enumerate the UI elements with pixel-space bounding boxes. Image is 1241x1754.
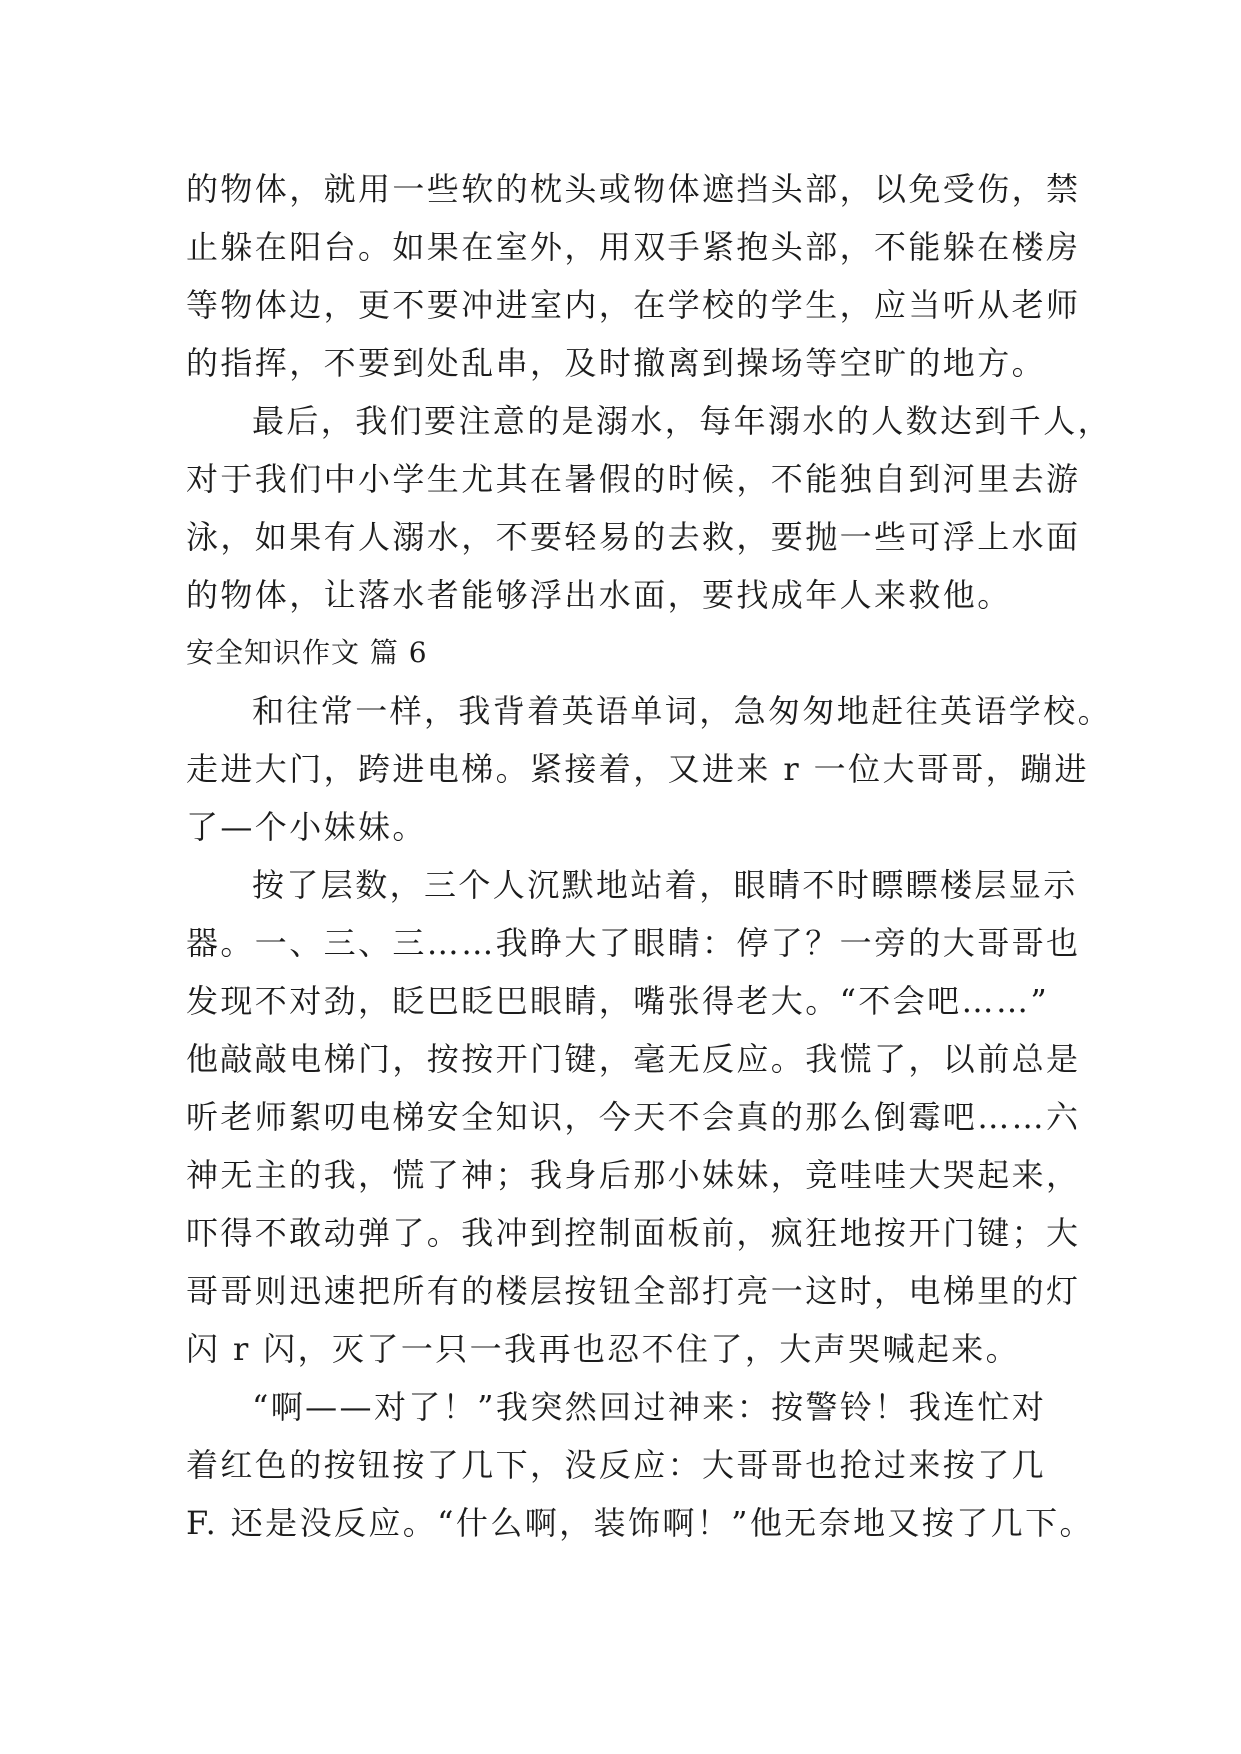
text-line: 吓得不敢动弹了。我冲到控制面板前，疯狂地按开门键；大 — [186, 1214, 1081, 1252]
text-line: 发现不对劲，眨巴眨巴眼睛，嘴张得老大。“不会吧……” — [186, 982, 1050, 1020]
text-line: 等物体边，更不要冲进室内，在学校的学生，应当听从老师 — [186, 286, 1081, 324]
paragraph-start-line: 和往常一样，我背着英语单词，急匆匆地赶往英语学校。 — [252, 692, 1113, 730]
text-line: 止躲在阳台。如果在室外，用双手紧抱头部，不能躲在楼房 — [186, 228, 1081, 266]
text-line: 着红色的按钮按了几下，没反应：大哥哥也抢过来按了几 — [186, 1446, 1047, 1484]
body-text — [186, 160, 1113, 1552]
text-line: 他敲敲电梯门，按按开门键，毫无反应。我慌了，以前总是 — [186, 1040, 1081, 1078]
text-line: 的物体，让落水者能够浮出水面，要找成年人来救他。 — [186, 576, 1012, 614]
paragraph-start-line: “啊——对了！”我突然回过神来：按警铃！我连忙对 — [252, 1388, 1047, 1426]
section-heading: 安全知识作文 篇 6 — [186, 636, 428, 669]
text-line: 神无主的我，慌了神；我身后那小妹妹，竞哇哇大哭起来， — [186, 1156, 1081, 1194]
text-line: 听老师絮叨电梯安全知识，今天不会真的那么倒霉吧……六 — [186, 1098, 1081, 1136]
text-line: 器。一、三、三……我睁大了眼睛：停了？一旁的大哥哥也 — [186, 924, 1081, 962]
text-line: 的物体，就用一些软的枕头或物体遮挡头部，以免受伤，禁 — [186, 170, 1081, 208]
text-line: 闪 r 闪，灭了一只一我再也忍不住了，大声哭喊起来。 — [186, 1330, 1021, 1368]
paragraph-start-line: 最后，我们要注意的是溺水，每年溺水的人数达到千人， — [252, 402, 1113, 440]
text-line: 泳，如果有人溺水，不要轻易的去救，要抛一些可浮上水面 — [186, 518, 1081, 556]
text-line: 了—个小妹妹。 — [186, 808, 427, 846]
text-line: 哥哥则迅速把所有的楼层按钮全部打亮一这时，电梯里的灯 — [186, 1272, 1081, 1310]
text-line: F. 还是没反应。“什么啊，装饰啊！”他无奈地又按了几下。 — [186, 1504, 1094, 1542]
text-line: 对于我们中小学生尤其在暑假的时候，不能独自到河里去游 — [186, 460, 1081, 498]
text-line: 的指挥，不要到处乱串，及时撤离到操场等空旷的地方。 — [186, 344, 1047, 382]
paragraph-start-line: 按了层数，三个人沉默地站着，眼睛不时瞟瞟楼层显示 — [252, 866, 1078, 904]
text-line: 走进大门，跨进电梯。紧接着，又进来 r 一位大哥哥，蹦进 — [186, 750, 1089, 788]
